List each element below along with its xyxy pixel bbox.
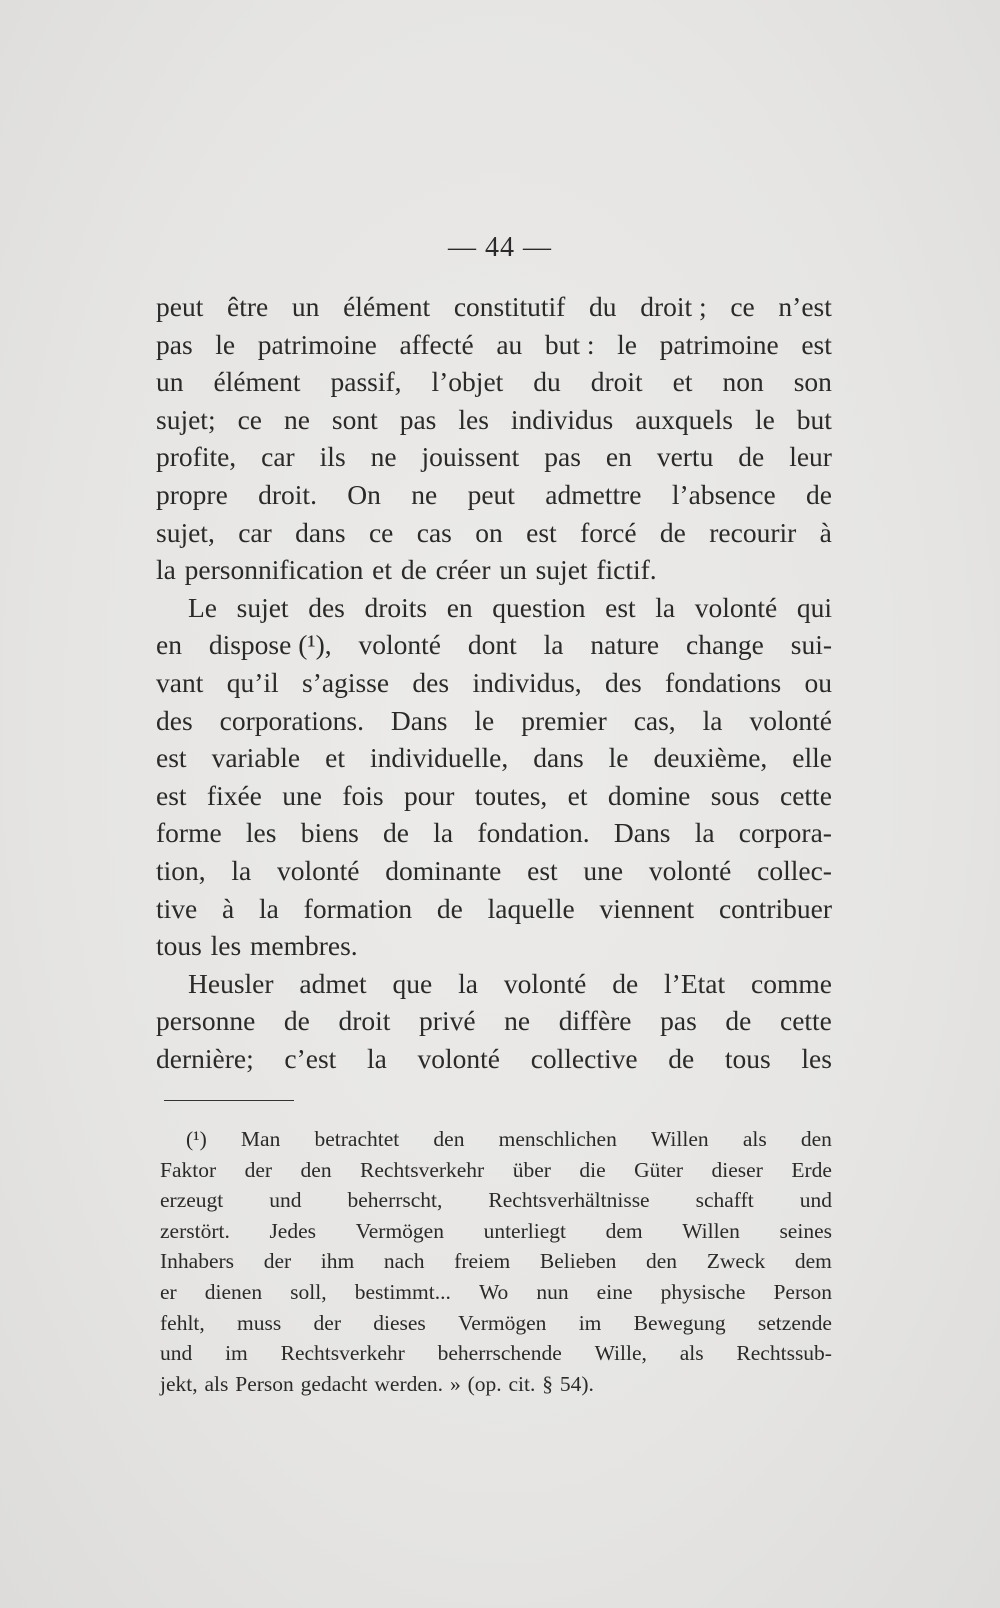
word: und — [160, 1341, 193, 1366]
word: la — [458, 967, 478, 999]
word: Vermögen — [458, 1310, 547, 1335]
text-line — [156, 363, 832, 401]
word: créer — [435, 554, 491, 586]
word: sujet — [535, 554, 588, 586]
word: muss — [237, 1310, 282, 1335]
word: collec- — [757, 854, 832, 886]
word: jouissent — [421, 441, 520, 473]
word: cas, — [633, 704, 676, 736]
word: cette — [780, 779, 832, 811]
text-line — [160, 1246, 832, 1277]
word: élément — [343, 291, 431, 322]
word: individus, — [472, 666, 582, 698]
text-line — [156, 438, 832, 476]
word: que — [392, 967, 433, 999]
word: s’agisse — [302, 666, 390, 698]
word: im — [578, 1310, 602, 1335]
word: cas — [416, 516, 452, 548]
word: Le — [188, 591, 218, 623]
word: die — [579, 1157, 606, 1182]
text-line — [156, 702, 832, 740]
word: but : — [544, 328, 595, 360]
word: volonté — [694, 591, 778, 623]
word: dans — [533, 742, 584, 774]
body-text — [156, 288, 832, 1077]
word: dienen — [204, 1279, 263, 1304]
word: des — [156, 704, 193, 736]
text-line — [160, 1216, 832, 1247]
word: dernière; — [156, 1042, 254, 1074]
word: § — [542, 1371, 553, 1396]
word: de — [383, 817, 410, 849]
word: dispose (¹), — [208, 629, 332, 661]
word: Rechtsverhältnisse — [488, 1188, 650, 1213]
word: dans — [295, 516, 346, 548]
word: comme — [751, 967, 832, 999]
word: patrimoine — [659, 328, 779, 360]
word: une — [282, 779, 322, 811]
word: de — [738, 441, 765, 473]
text-line — [156, 852, 832, 890]
text-line — [160, 1155, 832, 1186]
word: et — [672, 366, 693, 398]
word: physische — [660, 1279, 746, 1304]
word: toutes, — [474, 779, 548, 811]
word: und — [799, 1188, 832, 1213]
word: pour — [403, 779, 455, 811]
word: de — [806, 478, 832, 510]
word: l’Etat — [664, 967, 726, 999]
word: zerstört. — [160, 1218, 230, 1243]
word: On — [347, 478, 381, 510]
word: Rechtsverkehr — [360, 1157, 485, 1182]
word: sui- — [790, 629, 832, 661]
word: fondations — [665, 666, 782, 698]
word: fondation. — [477, 817, 590, 849]
word: n’est — [778, 291, 832, 322]
word: le — [608, 742, 629, 774]
word: Vermögen — [355, 1218, 444, 1243]
word: qu’il — [226, 666, 279, 698]
word: werden. — [374, 1371, 444, 1396]
word: Bewegung — [633, 1310, 726, 1335]
word: les — [245, 817, 277, 849]
word: nun — [536, 1279, 569, 1304]
word: Willen — [651, 1127, 709, 1151]
word: dem — [794, 1249, 832, 1274]
word: but — [796, 403, 832, 435]
word: la — [156, 554, 176, 586]
word: der — [313, 1310, 341, 1335]
word: le — [617, 328, 638, 360]
word: diffère — [558, 1005, 632, 1037]
word: 54). — [559, 1371, 594, 1396]
word: dominante — [385, 854, 502, 886]
footnotes — [160, 1124, 832, 1399]
word: Dans — [390, 704, 448, 736]
word: l’absence — [671, 478, 776, 510]
word: sujet — [236, 591, 289, 623]
footnote — [160, 1124, 832, 1399]
word: est — [526, 516, 557, 548]
text-line — [160, 1185, 832, 1216]
word: ne — [411, 478, 438, 510]
word: élément — [213, 366, 301, 398]
text-line — [156, 514, 832, 552]
word: als — [679, 1341, 704, 1366]
word: au — [496, 328, 523, 360]
word: droit — [590, 366, 643, 398]
word: droit — [338, 1005, 391, 1037]
word: tive — [156, 892, 198, 924]
word: gedacht — [300, 1371, 368, 1396]
paragraph — [156, 965, 832, 1078]
word: sujet; — [156, 403, 216, 435]
word: ne — [504, 1005, 531, 1037]
word: pas — [544, 441, 581, 473]
word: non — [722, 366, 764, 398]
word: passif, — [330, 366, 402, 398]
text-line — [156, 1002, 832, 1040]
word: Heusler — [188, 967, 274, 999]
word: en — [156, 629, 182, 661]
text-line — [156, 589, 832, 627]
word: als — [204, 1371, 229, 1396]
word: est — [527, 854, 558, 886]
word: un — [499, 554, 527, 586]
word: profite, — [156, 441, 237, 473]
word: de — [668, 1042, 695, 1074]
text-line — [156, 814, 832, 852]
word: droit ; — [640, 291, 707, 322]
word: beherrschende — [437, 1341, 562, 1366]
word: pas — [156, 328, 193, 360]
word: unterliegt — [483, 1218, 566, 1243]
word: de — [400, 554, 427, 586]
word: vertu — [656, 441, 714, 473]
word: ou — [804, 666, 832, 698]
text-line — [156, 927, 832, 965]
word: fixée — [206, 779, 262, 811]
text-line — [156, 551, 832, 589]
text-line — [156, 1040, 832, 1078]
word: und — [269, 1188, 302, 1213]
word: recourir — [709, 516, 797, 548]
word: Wo — [478, 1279, 509, 1304]
word: la — [655, 591, 676, 623]
word: de — [659, 516, 686, 548]
word: des — [308, 591, 345, 623]
word: est — [156, 742, 187, 774]
word: tous — [724, 1042, 771, 1074]
word: car — [238, 516, 272, 548]
paragraph — [156, 589, 832, 965]
word: vant — [156, 666, 204, 698]
word: Dans — [613, 817, 671, 849]
word: patrimoine — [257, 328, 377, 360]
word: le — [474, 704, 495, 736]
text-line — [160, 1308, 832, 1339]
word: (¹) — [186, 1127, 207, 1151]
word: cit. — [508, 1371, 536, 1396]
word: der — [244, 1157, 273, 1182]
word: nach — [383, 1249, 425, 1274]
word: ihm — [320, 1249, 355, 1274]
word: la — [433, 817, 454, 849]
word: est — [605, 591, 636, 623]
word: propre — [156, 478, 228, 510]
word: ils — [319, 441, 346, 473]
word: Person — [235, 1371, 294, 1396]
word: corporations. — [219, 704, 364, 736]
word: domine — [607, 779, 691, 811]
word: elle — [792, 742, 832, 774]
word: betrachtet — [314, 1127, 400, 1151]
word: du — [533, 366, 561, 398]
word: question — [492, 591, 586, 623]
word: le — [754, 403, 775, 435]
footnote-separator — [164, 1100, 294, 1101]
word: qui — [796, 591, 832, 623]
word: son — [793, 366, 832, 398]
word: affecté — [399, 328, 474, 360]
text-line — [156, 739, 832, 777]
word: volonté — [648, 854, 732, 886]
word: la — [543, 629, 564, 661]
word: forme — [156, 817, 222, 849]
word: la — [259, 892, 279, 924]
word: car — [261, 441, 295, 473]
word: fehlt, — [160, 1310, 205, 1335]
word: jekt, — [160, 1371, 198, 1396]
word: pas — [660, 1005, 697, 1037]
word: schafft — [695, 1188, 754, 1213]
word: volonté — [358, 629, 442, 661]
word: c’est — [284, 1042, 337, 1074]
word: membres. — [250, 930, 358, 962]
word: et — [567, 779, 588, 811]
word: ce — [237, 403, 262, 435]
text-line — [156, 476, 832, 514]
word: les — [801, 1042, 832, 1074]
word: über — [512, 1157, 551, 1182]
word: » — [449, 1371, 461, 1396]
word: der — [263, 1249, 292, 1274]
text-line — [160, 1277, 832, 1308]
word: den — [433, 1127, 465, 1151]
word: sujet, — [156, 516, 215, 548]
word: Jedes — [269, 1218, 317, 1243]
word: un — [156, 366, 184, 398]
word: la — [702, 704, 723, 736]
word: on — [475, 516, 503, 548]
word: à — [222, 892, 235, 924]
word: dieses — [373, 1310, 426, 1335]
word: contribuer — [718, 892, 832, 924]
text-line — [160, 1369, 832, 1400]
word: seines — [779, 1218, 832, 1243]
word: une — [583, 854, 624, 886]
word: admet — [299, 967, 367, 999]
word: cette — [779, 1005, 832, 1037]
word: constitutif — [453, 291, 566, 322]
word: est — [801, 328, 832, 360]
word: Person — [773, 1279, 832, 1304]
word: nature — [590, 629, 660, 661]
word: bestimmt... — [354, 1279, 451, 1304]
word: tous — [156, 930, 202, 962]
word: des — [412, 666, 450, 698]
word: setzende — [757, 1310, 832, 1335]
word: ne — [283, 403, 310, 435]
word: les — [210, 930, 242, 962]
word: l’objet — [431, 366, 504, 398]
text-line — [156, 401, 832, 439]
word: menschlichen — [498, 1127, 617, 1151]
word: leur — [789, 441, 832, 473]
text-line — [156, 890, 832, 928]
word: Faktor — [160, 1157, 217, 1182]
word: beherrscht, — [347, 1188, 443, 1213]
word: en — [605, 441, 632, 473]
word: Güter — [634, 1157, 684, 1182]
word: peut — [156, 291, 204, 322]
word: formation — [303, 892, 413, 924]
text-line — [156, 777, 832, 815]
word: en — [446, 591, 473, 623]
word: dont — [467, 629, 517, 661]
word: Zweck — [706, 1249, 766, 1274]
word: dem — [605, 1218, 643, 1243]
word: individus — [510, 403, 614, 435]
word: Erde — [791, 1157, 832, 1182]
word: auxquels — [635, 403, 733, 435]
word: la — [694, 817, 715, 849]
word: personnification — [184, 554, 364, 586]
paragraph — [156, 288, 832, 589]
word: Inhabers — [160, 1249, 235, 1274]
word: privé — [419, 1005, 476, 1037]
word: personne — [156, 1005, 256, 1037]
word: variable — [211, 742, 301, 774]
word: des — [605, 666, 642, 698]
word: à — [819, 516, 832, 548]
word: volonté — [417, 1042, 501, 1074]
text-line — [160, 1124, 832, 1155]
word: (op. — [467, 1371, 502, 1396]
word: volonté — [277, 854, 360, 886]
word: le — [215, 328, 236, 360]
word: eine — [596, 1279, 633, 1304]
word: de — [612, 967, 639, 999]
word: de — [436, 892, 463, 924]
word: ce — [730, 291, 755, 322]
word: fois — [342, 779, 384, 811]
text-line — [156, 664, 832, 702]
word: droits — [364, 591, 428, 623]
text-line — [160, 1338, 832, 1369]
text-line — [156, 965, 832, 1003]
word: volonté — [503, 967, 587, 999]
word: de — [283, 1005, 310, 1037]
word: admettre — [545, 478, 642, 510]
word: du — [589, 291, 617, 322]
word: Rechtsverkehr — [280, 1341, 405, 1366]
word: laquelle — [487, 892, 575, 924]
word: viennent — [599, 892, 695, 924]
word: den — [646, 1249, 678, 1274]
word: Rechtssub- — [736, 1341, 832, 1366]
word: im — [225, 1341, 248, 1366]
word: als — [742, 1127, 767, 1151]
word: être — [227, 291, 269, 322]
word: tion, — [156, 854, 206, 886]
word: biens — [300, 817, 359, 849]
word: sous — [710, 779, 760, 811]
word: den — [300, 1157, 332, 1182]
word: sont — [331, 403, 378, 435]
word: fictif. — [596, 554, 657, 586]
word: et — [372, 554, 393, 586]
word: dieser — [711, 1157, 763, 1182]
word: individuelle, — [369, 742, 509, 774]
word: pas — [399, 403, 437, 435]
word: deuxième, — [653, 742, 768, 774]
word: Wille, — [594, 1341, 647, 1366]
word: peut — [467, 478, 515, 510]
word: et — [325, 742, 345, 774]
word: change — [686, 629, 764, 661]
word: den — [800, 1127, 832, 1151]
text-line — [156, 626, 832, 664]
page-number: — 44 — — [448, 232, 552, 263]
word: un — [291, 291, 320, 322]
word: er — [160, 1279, 177, 1304]
word: collective — [530, 1042, 638, 1074]
word: forcé — [580, 516, 637, 548]
word: corpora- — [738, 817, 832, 849]
word: premier — [521, 704, 607, 736]
word: est — [156, 779, 187, 811]
word: soll, — [290, 1279, 327, 1304]
word: freiem — [454, 1249, 511, 1274]
word: de — [725, 1005, 752, 1037]
text-line — [156, 326, 832, 364]
word: ne — [370, 441, 397, 473]
word: ce — [368, 516, 394, 548]
word: Man — [240, 1127, 281, 1151]
text-line — [156, 288, 832, 326]
word: droit. — [258, 478, 317, 510]
word: volonté — [749, 704, 832, 736]
word: erzeugt — [160, 1188, 224, 1213]
word: la — [366, 1042, 387, 1074]
word: la — [231, 854, 252, 886]
word: Willen — [682, 1218, 740, 1243]
word: Belieben — [539, 1249, 617, 1274]
word: les — [458, 403, 489, 435]
